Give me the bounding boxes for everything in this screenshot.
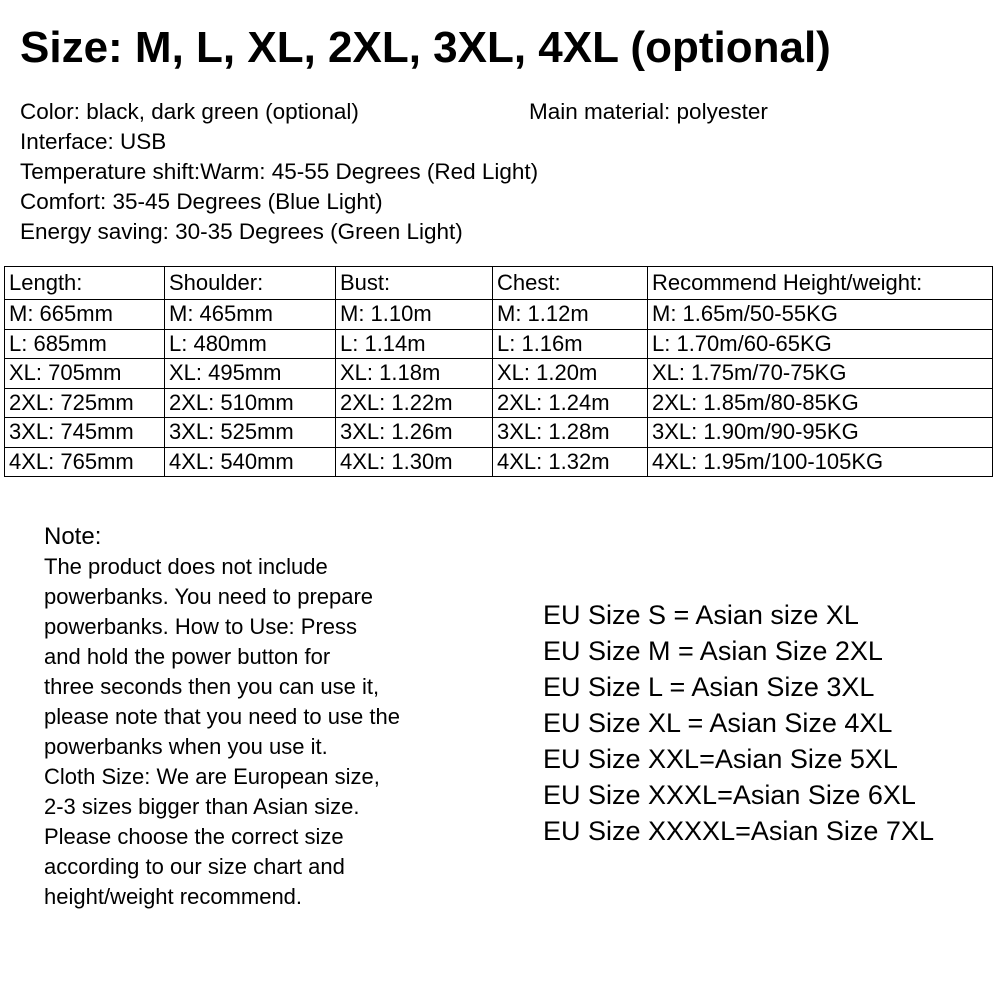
spec-color: Color: black, dark green (optional) <box>20 99 359 124</box>
header-chest: Chest: <box>493 267 648 300</box>
spec-interface: Interface: USB <box>20 129 167 154</box>
eu-size-line: EU Size M = Asian Size 2XL <box>543 636 883 666</box>
table-cell: 3XL: 1.26m <box>336 418 493 448</box>
table-row <box>5 300 993 330</box>
table-cell: 2XL: 1.22m <box>336 388 493 418</box>
table-cell: 4XL: 765mm <box>5 447 165 477</box>
table-cell: 4XL: 1.30m <box>336 447 493 477</box>
table-cell: M: 665mm <box>5 300 165 330</box>
table-cell: 4XL: 1.32m <box>493 447 648 477</box>
note-line: according to our size chart and <box>44 854 345 879</box>
table-cell: XL: 1.75m/70-75KG <box>648 359 993 389</box>
note-line: height/weight recommend. <box>44 884 303 909</box>
table-cell: XL: 1.20m <box>493 359 648 389</box>
note-line: powerbanks. How to Use: Press <box>44 614 358 639</box>
table-cell: 3XL: 1.90m/90-95KG <box>648 418 993 448</box>
page-title: Size: M, L, XL, 2XL, 3XL, 4XL (optional) <box>20 23 831 72</box>
table-cell: 3XL: 525mm <box>165 418 336 448</box>
table-cell: L: 1.14m <box>336 329 493 359</box>
table-cell: L: 685mm <box>5 329 165 359</box>
note-line: please note that you need to use the <box>44 704 400 729</box>
table-cell: 3XL: 745mm <box>5 418 165 448</box>
note-line: three seconds then you can use it, <box>44 674 380 699</box>
header-recommend: Recommend Height/weight: <box>648 267 993 300</box>
eu-size-line: EU Size L = Asian Size 3XL <box>543 672 875 702</box>
table-cell: M: 1.65m/50-55KG <box>648 300 993 330</box>
table-cell: 2XL: 1.85m/80-85KG <box>648 388 993 418</box>
table-row <box>5 388 993 418</box>
table-cell: M: 465mm <box>165 300 336 330</box>
spec-comfort: Comfort: 35-45 Degrees (Blue Light) <box>20 189 383 214</box>
note-line: Please choose the correct size <box>44 824 344 849</box>
note-line: and hold the power button for <box>44 644 331 669</box>
eu-size-line: EU Size XXXL=Asian Size 6XL <box>543 780 916 810</box>
table-row <box>5 447 993 477</box>
table-cell: L: 480mm <box>165 329 336 359</box>
eu-size-line: EU Size XXL=Asian Size 5XL <box>543 744 898 774</box>
spec-temperature-shift: Temperature shift:Warm: 45-55 Degrees (Red Light) <box>20 159 539 184</box>
note-line: powerbanks when you use it. <box>44 734 328 759</box>
header-length: Length: <box>5 267 165 300</box>
spec-energy-saving: Energy saving: 30-35 Degrees (Green Light) <box>20 219 463 244</box>
note-line: Cloth Size: We are European size, <box>44 764 380 789</box>
table-cell: 4XL: 1.95m/100-105KG <box>648 447 993 477</box>
table-cell: 2XL: 725mm <box>5 388 165 418</box>
table-row <box>5 418 993 448</box>
table-header-row <box>5 267 993 300</box>
note-line: 2-3 sizes bigger than Asian size. <box>44 794 360 819</box>
table-cell: XL: 705mm <box>5 359 165 389</box>
note-line: The product does not include <box>44 554 328 579</box>
spec-material: Main material: polyester <box>529 99 768 124</box>
table-cell: 2XL: 1.24m <box>493 388 648 418</box>
table-cell: 4XL: 540mm <box>165 447 336 477</box>
table-row <box>5 329 993 359</box>
table-cell: XL: 495mm <box>165 359 336 389</box>
header-bust: Bust: <box>336 267 493 300</box>
note-title: Note: <box>44 523 102 550</box>
eu-size-line: EU Size XXXXL=Asian Size 7XL <box>543 816 934 846</box>
spec-list <box>20 97 538 247</box>
table-cell: L: 1.70m/60-65KG <box>648 329 993 359</box>
note-line: powerbanks. You need to prepare <box>44 584 374 609</box>
table-cell: M: 1.12m <box>493 300 648 330</box>
table-cell: L: 1.16m <box>493 329 648 359</box>
size-table <box>4 266 993 477</box>
table-row <box>5 359 993 389</box>
note-block <box>44 522 474 912</box>
eu-size-conversion <box>543 597 934 849</box>
table-cell: M: 1.10m <box>336 300 493 330</box>
header-shoulder: Shoulder: <box>165 267 336 300</box>
table-cell: 3XL: 1.28m <box>493 418 648 448</box>
table-cell: XL: 1.18m <box>336 359 493 389</box>
eu-size-line: EU Size S = Asian size XL <box>543 600 859 630</box>
eu-size-line: EU Size XL = Asian Size 4XL <box>543 708 893 738</box>
table-cell: 2XL: 510mm <box>165 388 336 418</box>
